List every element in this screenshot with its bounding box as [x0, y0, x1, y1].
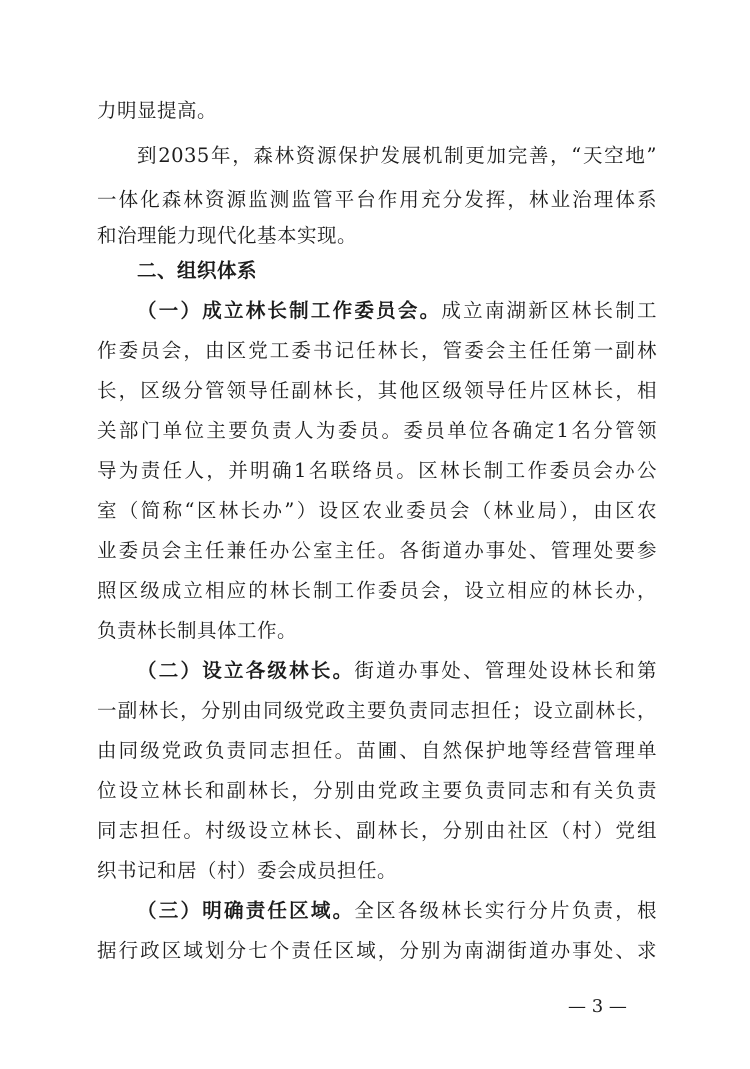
text-line: 室（简称“区林长办”）设区农业委员会（林业局），由区农 — [97, 499, 657, 522]
text-line: 一体化森林资源监测监管平台作用充分发挥，林业治理体系 — [97, 188, 657, 211]
text-line: 同志担任。村级设立林长、副林长，分别由社区（村）党组 — [97, 819, 657, 842]
text-line — [137, 299, 657, 323]
text-line: 导为责任人，并明确1名联络员。区林长制工作委员会办公 — [97, 459, 657, 482]
text-line: 业委员会主任兼任办公室主任。各街道办事处、管理处要参 — [97, 539, 657, 562]
text-line — [137, 899, 657, 923]
paragraph-lead: （二）设立各级林长。 — [137, 659, 355, 682]
paragraph-text: 成立南湖新区林长制工 — [441, 299, 657, 322]
paragraph-lead: （三）明确责任区域。 — [137, 899, 355, 922]
paragraph-lead: （一）成立林长制工作委员会。 — [137, 299, 442, 322]
paragraph-text: 全区各级林长实行分片负责，根 — [354, 899, 657, 922]
paragraph-text: 街道办事处、管理处设林长和第 — [354, 659, 657, 682]
text-line: 力明显提高。 — [97, 99, 218, 122]
text-line: 负责林长制具体工作。 — [97, 619, 298, 642]
text-line — [137, 659, 657, 683]
text-line: 据行政区域划分七个责任区域，分别为南湖街道办事处、求 — [97, 939, 657, 962]
text-line: 由同级党政负责同志担任。苗圃、自然保护地等经营管理单 — [97, 739, 657, 762]
section-heading: 二、组织体系 — [137, 259, 258, 282]
page-number: — 3 — — [568, 996, 627, 1017]
text-line: 和治理能力现代化基本实现。 — [97, 224, 358, 247]
text-line: 作委员会，由区党工委书记任林长，管委会主任任第一副林 — [97, 339, 657, 362]
text-line: 到2035年，森林资源保护发展机制更加完善，“天空地” — [137, 144, 657, 167]
text-line: 一副林长，分别由同级党政主要负责同志担任；设立副林长， — [97, 699, 657, 722]
text-line: 织书记和居（村）委会成员担任。 — [97, 859, 398, 882]
text-line: 照区级成立相应的林长制工作委员会，设立相应的林长办， — [97, 579, 657, 602]
text-line: 关部门单位主要负责人为委员。委员单位各确定1名分管领 — [97, 419, 657, 442]
text-line: 长，区级分管领导任副林长，其他区级领导任片区林长，相 — [97, 379, 657, 402]
text-line: 位设立林长和副林长，分别由党政主要负责同志和有关负责 — [97, 779, 657, 802]
